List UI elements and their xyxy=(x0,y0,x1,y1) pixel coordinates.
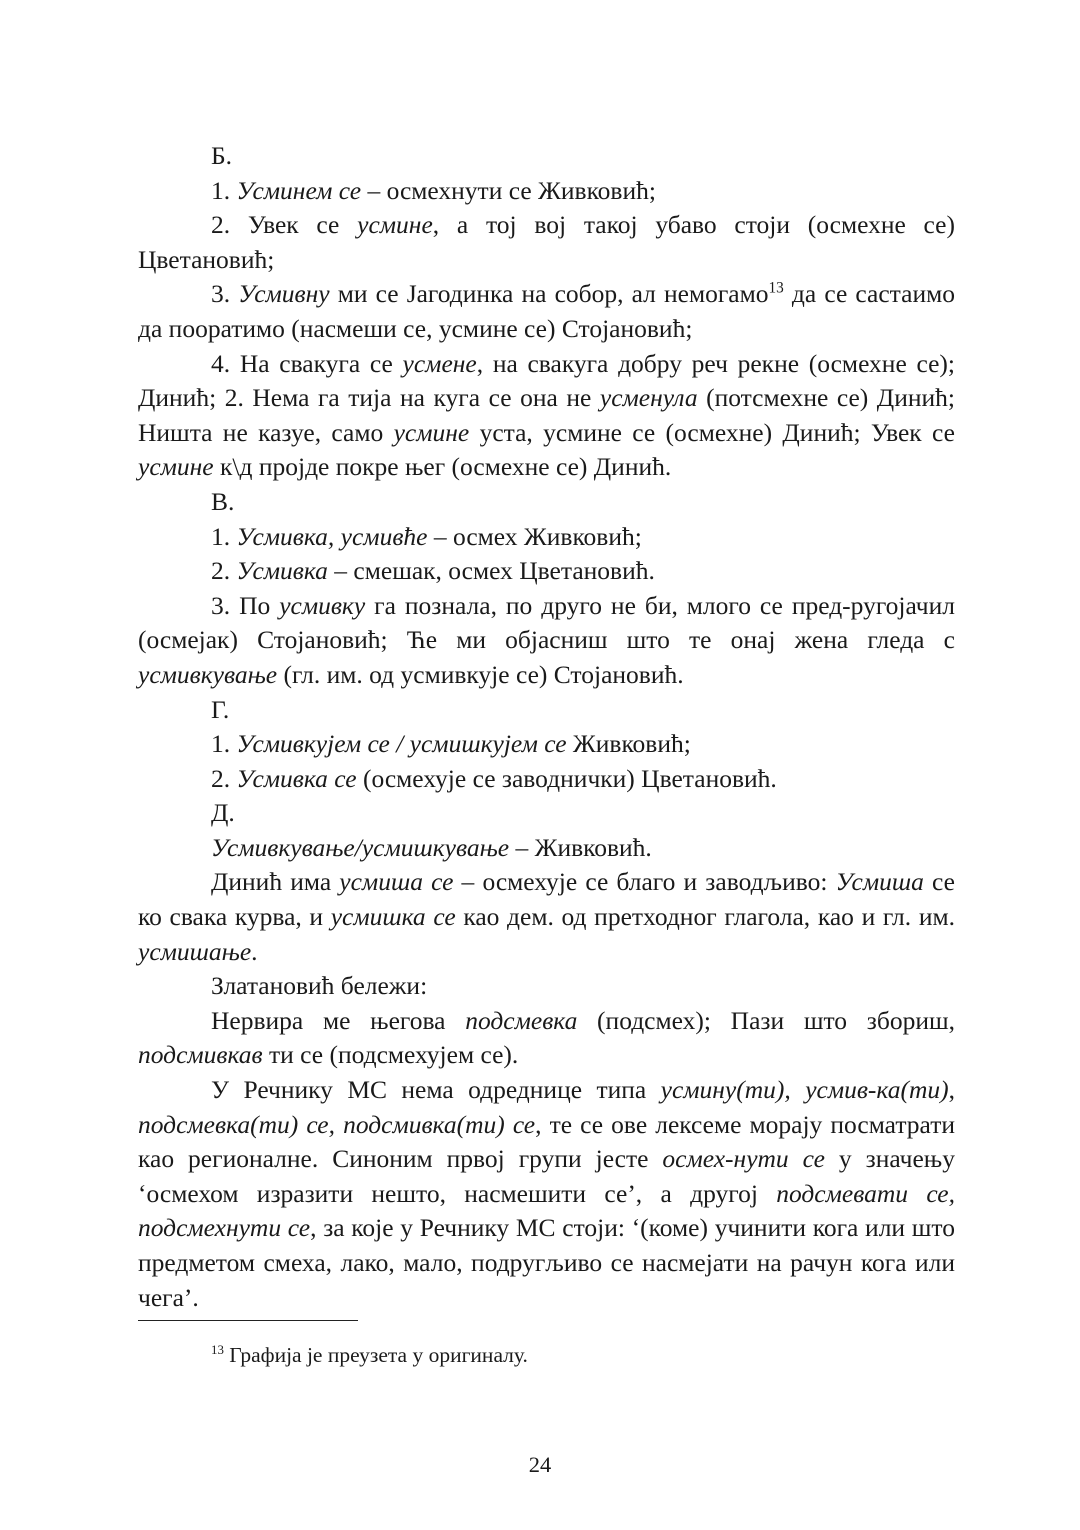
footnote-divider xyxy=(138,1320,358,1321)
italic-term: Усмивка се xyxy=(236,763,357,793)
italic-term: подсмевати се, подсмехнути се xyxy=(138,1178,956,1243)
text-run: – смешак, осмех Цветановић. xyxy=(327,556,655,586)
italic-term: усмине xyxy=(393,417,470,447)
italic-term: усмивкување xyxy=(138,659,278,689)
text-run: В. xyxy=(211,486,235,516)
italic-term: усмине xyxy=(357,210,433,240)
text-run: уста, усмине се (осмехне) Динић; Увек се xyxy=(469,417,955,447)
italic-term: усмишка се xyxy=(330,902,456,932)
paragraph xyxy=(138,485,955,520)
italic-term: Усминем се xyxy=(236,175,362,205)
text-run: Живковић; xyxy=(566,729,691,759)
text-run: (подсмех); Пази што збориш, xyxy=(577,1005,955,1035)
text-run: 1. xyxy=(211,729,237,759)
text-run: У Речнику МС нема одреднице типа xyxy=(211,1075,661,1105)
text-run: 3. По xyxy=(211,590,280,620)
text-run: Нервира ме његова xyxy=(211,1005,466,1035)
paragraph xyxy=(138,796,955,831)
text-run: 3. xyxy=(211,279,239,309)
italic-term: усменула xyxy=(599,383,698,413)
paragraph xyxy=(138,969,955,1004)
paragraph xyxy=(138,347,955,485)
italic-term: усмишање xyxy=(138,936,252,966)
text-run: Динић има xyxy=(211,867,340,897)
text-run: 4. На свакуга се xyxy=(211,348,403,378)
text-run: , а тој вој такој убаво стоји (осмехне се) Цветановић; xyxy=(138,210,955,274)
paragraph xyxy=(138,727,955,762)
text-run: (осмехује се заводнички) Цветановић. xyxy=(356,763,777,793)
text-run: – осмехује се благо и заводљиво: xyxy=(453,867,836,897)
text-run: 2. Увек се xyxy=(211,210,358,240)
text-run: га познала, по друго не би, млого се пред-ругојачил (осмејак) Стојановић; Ће ми објасниш што те онај жена гледа с xyxy=(138,590,955,655)
text-run: , на свакуга добру реч рекне (осмехне се); Динић; 2. Нема га тија на куга се она не xyxy=(138,348,955,413)
italic-term: усмине xyxy=(138,452,214,482)
italic-term: Усмивкујем се / усмишкујем се xyxy=(236,729,567,759)
text-run: 1. xyxy=(211,175,237,205)
paragraph xyxy=(138,554,955,589)
italic-term: усмивку xyxy=(279,590,366,620)
italic-term: Усмивка xyxy=(236,556,328,586)
footnote-text: Графија је преузета у оригиналу. xyxy=(223,1343,528,1367)
italic-term: осмех-нути се xyxy=(662,1144,825,1174)
text-run: 2. xyxy=(211,763,237,793)
text-run: ти се (подсмехујем се). xyxy=(262,1040,519,1070)
italic-term: Усмиша xyxy=(835,867,924,897)
text-run: – осмех Живковић; xyxy=(427,521,642,551)
text-run: , те се ове лексеме морају посматрати као регионалне. Синоним првој групи јесте xyxy=(138,1109,955,1174)
text-run: Б. xyxy=(211,141,233,170)
body-text xyxy=(138,139,955,1315)
footnote xyxy=(211,1340,528,1370)
italic-term: подсмивкав xyxy=(138,1040,263,1070)
italic-term: усмене xyxy=(402,348,477,378)
text-run: се ко свака курва, и xyxy=(138,867,955,932)
paragraph xyxy=(138,865,955,969)
paragraph xyxy=(138,762,955,797)
text-run: – осмехнути се Живковић; xyxy=(361,175,656,205)
paragraph xyxy=(138,589,955,693)
italic-term: подсмевка xyxy=(465,1005,578,1035)
footnote-ref: 13 xyxy=(768,279,784,297)
text-run: као дем. од претходног глагола, као и гл. им. xyxy=(455,902,955,932)
paragraph xyxy=(138,520,955,555)
italic-term: подсмевка(ти) се, подсмивка(ти) се xyxy=(138,1109,536,1139)
text-run: (потсмехне се) Динић; Ништа не казуе, само xyxy=(138,383,955,447)
paragraph xyxy=(138,831,955,866)
paragraph xyxy=(138,277,955,346)
paragraph xyxy=(138,1004,955,1073)
text-run: 1. xyxy=(211,521,237,551)
italic-term: Усмивкување/усмишкување xyxy=(211,832,510,862)
text-run: у значењу ‘осмехом изразити нешто, насмешити се’, а другој xyxy=(138,1144,955,1208)
text-run: Д. xyxy=(211,798,235,828)
paragraph xyxy=(138,1073,955,1315)
text-run: (гл. им. од усмивкује се) Стојановић. xyxy=(277,659,684,689)
paragraph xyxy=(138,208,955,277)
text-run: Г. xyxy=(211,694,230,724)
text-run: – Живковић. xyxy=(509,832,652,862)
paragraph xyxy=(138,174,955,209)
footnote-marker: 13 xyxy=(211,1342,224,1357)
italic-term: Усмивну xyxy=(238,279,330,309)
text-run: . xyxy=(251,936,258,966)
italic-term: усмиша се xyxy=(339,867,454,897)
text-run: да се састаимо да пооратимо (насмеши се, усмине се) Стојановић; xyxy=(138,279,955,343)
text-run: Златановић бележи: xyxy=(211,971,428,1001)
text-run: , xyxy=(948,1075,955,1105)
italic-term: усмину(ти), усмив-ка(ти) xyxy=(660,1075,949,1105)
text-run: ми се Јагодинка на собор, ал немогамо xyxy=(329,279,769,309)
paragraph xyxy=(138,693,955,728)
text-run: , за које у Речнику МС стоји: ‘(коме) учинити кога или што предметом смеха, лако, мало, подругљиво се насмејати на рачун кога или чега’. xyxy=(138,1213,955,1312)
italic-term: Усмивка, усмивће xyxy=(236,521,428,551)
paragraph xyxy=(138,139,955,174)
text-run: к\д пројде покре њег (осмехне се) Динић. xyxy=(213,452,672,482)
page-number: 24 xyxy=(528,1452,552,1477)
text-run: 2. xyxy=(211,556,237,586)
